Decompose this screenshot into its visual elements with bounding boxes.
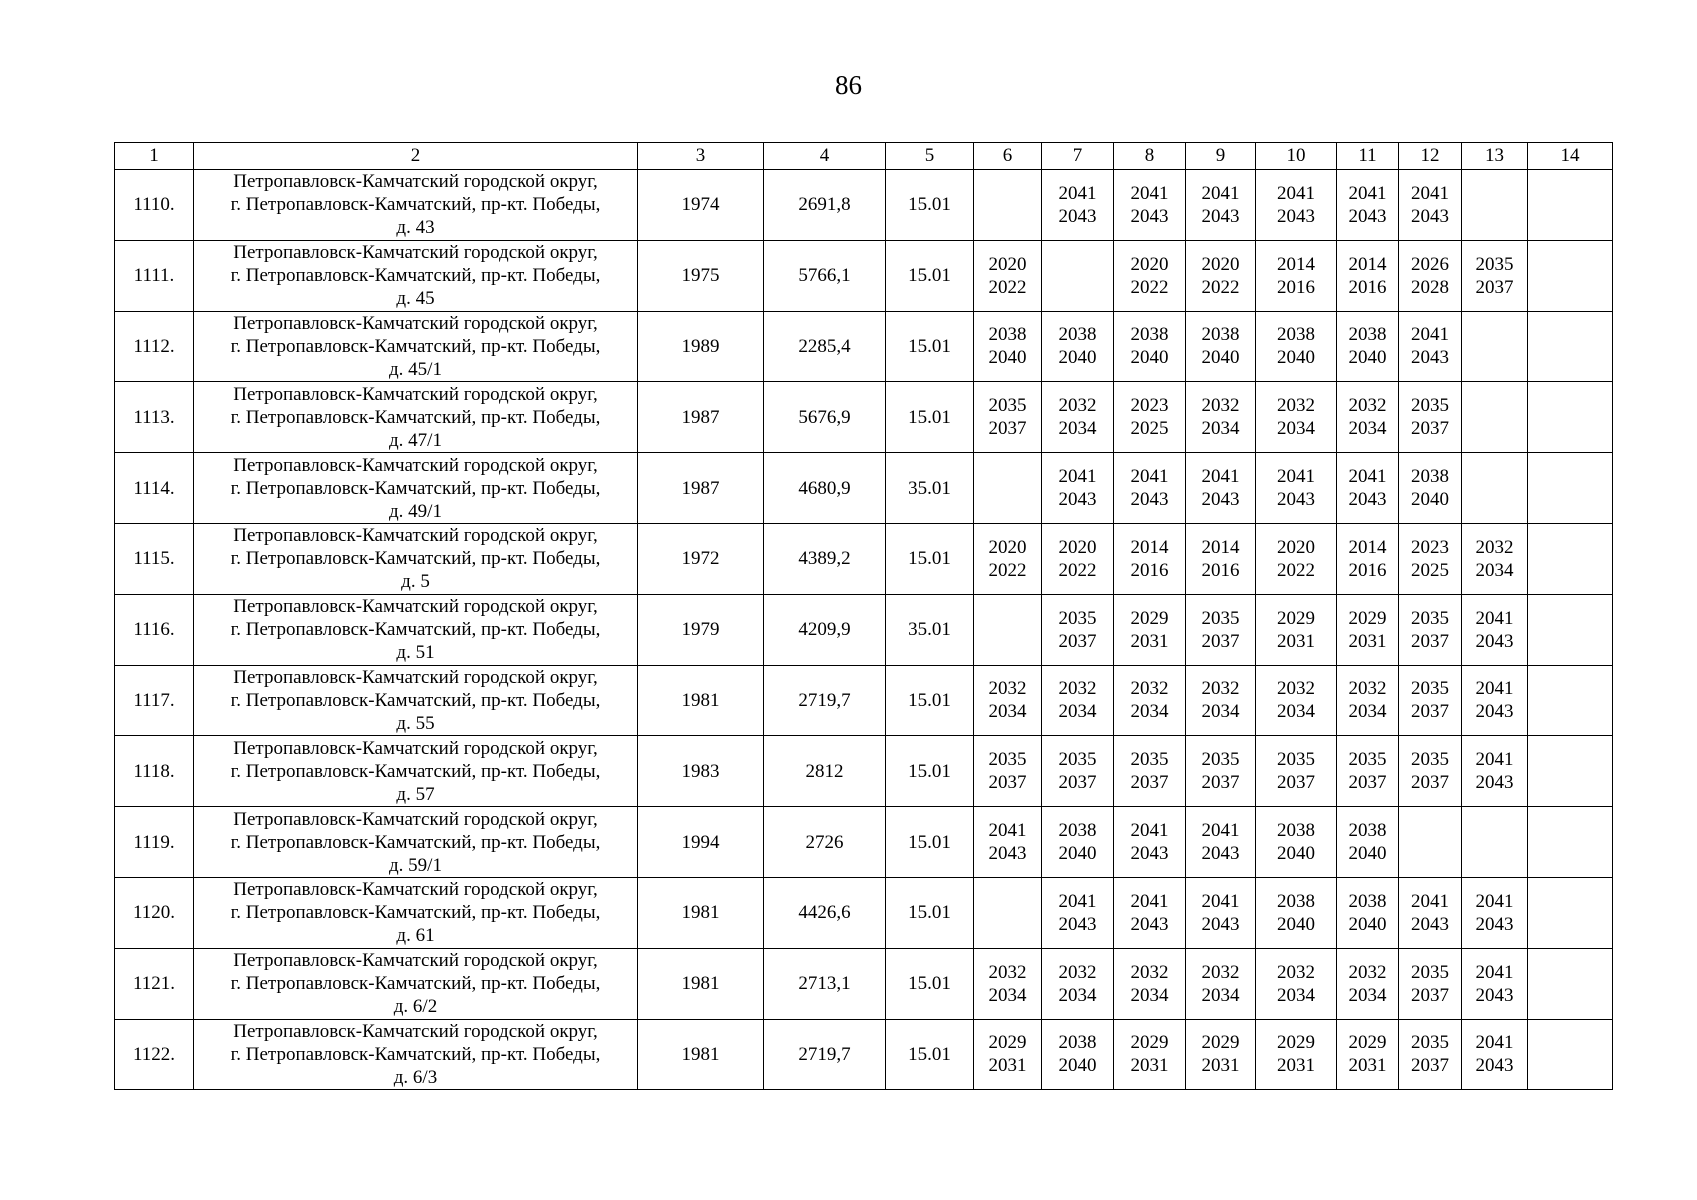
code-cell: 15.01 bbox=[886, 807, 974, 878]
construction-year-cell: 1987 bbox=[638, 453, 764, 524]
table-row bbox=[115, 170, 1613, 241]
address-line: Петропавловск-Камчатский городской округ, bbox=[233, 666, 598, 688]
work-period-cell: 2041 2043 bbox=[1114, 807, 1186, 878]
code-cell: 35.01 bbox=[886, 453, 974, 524]
address-line: г. Петропавловск-Камчатский, пр-кт. Победы, bbox=[230, 548, 601, 570]
work-period-cell: 2041 2043 bbox=[1399, 877, 1462, 948]
work-period-cell bbox=[1528, 311, 1613, 382]
work-period-cell: 2035 2037 bbox=[974, 382, 1042, 453]
address-line: г. Петропавловск-Камчатский, пр-кт. Победы, bbox=[230, 1043, 601, 1065]
work-period-cell: 2032 2034 bbox=[1114, 948, 1186, 1019]
area-cell: 2719,7 bbox=[764, 1019, 886, 1090]
construction-year-cell: 1981 bbox=[638, 665, 764, 736]
work-period-cell bbox=[1528, 240, 1613, 311]
column-number-row bbox=[115, 143, 1613, 170]
work-period-cell: 2029 2031 bbox=[1256, 1019, 1337, 1090]
row-number-cell: 1112. bbox=[115, 311, 194, 382]
work-period-cell: 2041 2043 bbox=[1186, 170, 1256, 241]
construction-year-cell: 1989 bbox=[638, 311, 764, 382]
work-period-cell: 2029 2031 bbox=[1186, 1019, 1256, 1090]
work-period-cell: 2035 2037 bbox=[1399, 594, 1462, 665]
work-period-cell: 2020 2022 bbox=[974, 523, 1042, 594]
work-period-cell: 2029 2031 bbox=[1337, 594, 1399, 665]
row-number-cell: 1118. bbox=[115, 736, 194, 807]
table-row bbox=[115, 594, 1613, 665]
area-cell: 5766,1 bbox=[764, 240, 886, 311]
work-period-cell: 2038 2040 bbox=[974, 311, 1042, 382]
row-number-cell: 1115. bbox=[115, 523, 194, 594]
area-cell: 4426,6 bbox=[764, 877, 886, 948]
column-number-header: 12 bbox=[1399, 143, 1462, 170]
work-period-cell bbox=[1462, 453, 1528, 524]
work-period-cell bbox=[1462, 382, 1528, 453]
work-period-cell: 2020 2022 bbox=[974, 240, 1042, 311]
area-cell: 4389,2 bbox=[764, 523, 886, 594]
address-line: д. 55 bbox=[396, 712, 435, 734]
work-period-cell: 2032 2034 bbox=[974, 948, 1042, 1019]
address-cell bbox=[194, 382, 638, 453]
row-number-cell: 1110. bbox=[115, 170, 194, 241]
address-line: Петропавловск-Камчатский городской округ, bbox=[233, 242, 598, 264]
address-line: д. 45/1 bbox=[389, 358, 442, 380]
address-line: д. 57 bbox=[396, 783, 435, 805]
column-number-header: 7 bbox=[1042, 143, 1114, 170]
work-period-cell: 2020 2022 bbox=[1256, 523, 1337, 594]
work-period-cell: 2032 2034 bbox=[1186, 948, 1256, 1019]
address-cell bbox=[194, 311, 638, 382]
address-line: г. Петропавловск-Камчатский, пр-кт. Победы, bbox=[230, 477, 601, 499]
column-number-header: 5 bbox=[886, 143, 974, 170]
table-body bbox=[115, 143, 1613, 1090]
table-row bbox=[115, 948, 1613, 1019]
address-line: Петропавловск-Камчатский городской округ, bbox=[233, 383, 598, 405]
code-cell: 15.01 bbox=[886, 1019, 974, 1090]
code-cell: 15.01 bbox=[886, 736, 974, 807]
address-line: д. 49/1 bbox=[389, 500, 442, 522]
work-period-cell: 2032 2034 bbox=[1337, 665, 1399, 736]
work-period-cell: 2041 2043 bbox=[1114, 170, 1186, 241]
column-number-header: 14 bbox=[1528, 143, 1613, 170]
column-number-header: 6 bbox=[974, 143, 1042, 170]
work-period-cell: 2038 2040 bbox=[1337, 877, 1399, 948]
work-period-cell bbox=[1528, 523, 1613, 594]
address-line: г. Петропавловск-Камчатский, пр-кт. Победы, bbox=[230, 619, 601, 641]
address-cell bbox=[194, 1019, 638, 1090]
work-period-cell: 2032 2034 bbox=[1256, 382, 1337, 453]
work-period-cell: 2035 2037 bbox=[1399, 665, 1462, 736]
work-period-cell: 2014 2016 bbox=[1337, 240, 1399, 311]
work-period-cell bbox=[1528, 1019, 1613, 1090]
area-cell: 2726 bbox=[764, 807, 886, 878]
work-period-cell: 2035 2037 bbox=[1399, 736, 1462, 807]
address-line: д. 59/1 bbox=[389, 854, 442, 876]
address-line: д. 47/1 bbox=[389, 429, 442, 451]
work-period-cell: 2035 2037 bbox=[974, 736, 1042, 807]
work-period-cell: 2029 2031 bbox=[1114, 1019, 1186, 1090]
code-cell: 15.01 bbox=[886, 665, 974, 736]
work-period-cell bbox=[1528, 807, 1613, 878]
code-cell: 15.01 bbox=[886, 311, 974, 382]
construction-year-cell: 1979 bbox=[638, 594, 764, 665]
area-cell: 2719,7 bbox=[764, 665, 886, 736]
work-period-cell: 2032 2034 bbox=[1256, 948, 1337, 1019]
row-number-cell: 1117. bbox=[115, 665, 194, 736]
work-period-cell bbox=[974, 877, 1042, 948]
address-line: Петропавловск-Камчатский городской округ, bbox=[233, 1020, 598, 1042]
work-period-cell: 2038 2040 bbox=[1256, 877, 1337, 948]
area-cell: 2691,8 bbox=[764, 170, 886, 241]
address-line: г. Петропавловск-Камчатский, пр-кт. Победы, bbox=[230, 689, 601, 711]
work-period-cell: 2041 2043 bbox=[1114, 877, 1186, 948]
construction-year-cell: 1987 bbox=[638, 382, 764, 453]
work-period-cell: 2038 2040 bbox=[1114, 311, 1186, 382]
row-number-cell: 1114. bbox=[115, 453, 194, 524]
address-cell bbox=[194, 877, 638, 948]
address-line: д. 45 bbox=[396, 288, 435, 310]
construction-year-cell: 1981 bbox=[638, 877, 764, 948]
address-line: г. Петропавловск-Камчатский, пр-кт. Победы, bbox=[230, 760, 601, 782]
work-period-cell: 2029 2031 bbox=[974, 1019, 1042, 1090]
work-period-cell: 2035 2037 bbox=[1114, 736, 1186, 807]
work-period-cell: 2041 2043 bbox=[1462, 1019, 1528, 1090]
building-registry-table bbox=[114, 142, 1613, 1090]
construction-year-cell: 1983 bbox=[638, 736, 764, 807]
work-period-cell: 2041 2043 bbox=[1462, 665, 1528, 736]
work-period-cell: 2038 2040 bbox=[1337, 807, 1399, 878]
work-period-cell: 2038 2040 bbox=[1256, 807, 1337, 878]
work-period-cell: 2041 2043 bbox=[1337, 453, 1399, 524]
work-period-cell: 2041 2043 bbox=[1399, 311, 1462, 382]
address-line: д. 6/2 bbox=[393, 996, 438, 1018]
address-cell bbox=[194, 807, 638, 878]
work-period-cell: 2038 2040 bbox=[1042, 807, 1114, 878]
work-period-cell: 2020 2022 bbox=[1114, 240, 1186, 311]
area-cell: 5676,9 bbox=[764, 382, 886, 453]
work-period-cell: 2035 2037 bbox=[1256, 736, 1337, 807]
address-line: д. 6/3 bbox=[393, 1066, 438, 1088]
work-period-cell: 2020 2022 bbox=[1042, 523, 1114, 594]
code-cell: 15.01 bbox=[886, 523, 974, 594]
table-row bbox=[115, 1019, 1613, 1090]
work-period-cell: 2041 2043 bbox=[1256, 170, 1337, 241]
address-line: Петропавловск-Камчатский городской округ, bbox=[233, 950, 598, 972]
address-cell bbox=[194, 170, 638, 241]
work-period-cell: 2041 2043 bbox=[1042, 453, 1114, 524]
row-number-cell: 1120. bbox=[115, 877, 194, 948]
construction-year-cell: 1974 bbox=[638, 170, 764, 241]
area-cell: 4209,9 bbox=[764, 594, 886, 665]
work-period-cell: 2032 2034 bbox=[1337, 948, 1399, 1019]
work-period-cell bbox=[974, 594, 1042, 665]
work-period-cell: 2032 2034 bbox=[1462, 523, 1528, 594]
construction-year-cell: 1975 bbox=[638, 240, 764, 311]
work-period-cell: 2041 2043 bbox=[1399, 170, 1462, 241]
work-period-cell: 2035 2037 bbox=[1042, 736, 1114, 807]
work-period-cell: 2032 2034 bbox=[1042, 382, 1114, 453]
work-period-cell: 2041 2043 bbox=[1042, 170, 1114, 241]
work-period-cell: 2041 2043 bbox=[1256, 453, 1337, 524]
work-period-cell bbox=[1528, 948, 1613, 1019]
code-cell: 15.01 bbox=[886, 170, 974, 241]
address-line: Петропавловск-Камчатский городской округ, bbox=[233, 525, 598, 547]
work-period-cell: 2041 2043 bbox=[1042, 877, 1114, 948]
work-period-cell: 2041 2043 bbox=[1186, 807, 1256, 878]
work-period-cell: 2023 2025 bbox=[1399, 523, 1462, 594]
address-line: Петропавловск-Камчатский городской округ, bbox=[233, 879, 598, 901]
address-line: Петропавловск-Камчатский городской округ, bbox=[233, 171, 598, 193]
work-period-cell: 2029 2031 bbox=[1256, 594, 1337, 665]
code-cell: 15.01 bbox=[886, 240, 974, 311]
address-line: д. 51 bbox=[396, 642, 435, 664]
work-period-cell bbox=[1042, 240, 1114, 311]
work-period-cell bbox=[1399, 807, 1462, 878]
work-period-cell bbox=[1462, 170, 1528, 241]
address-line: г. Петропавловск-Камчатский, пр-кт. Победы, bbox=[230, 831, 601, 853]
work-period-cell: 2038 2040 bbox=[1042, 311, 1114, 382]
work-period-cell bbox=[1528, 594, 1613, 665]
work-period-cell bbox=[974, 453, 1042, 524]
address-line: д. 43 bbox=[396, 217, 435, 239]
row-number-cell: 1111. bbox=[115, 240, 194, 311]
work-period-cell: 2035 2037 bbox=[1186, 736, 1256, 807]
work-period-cell: 2032 2034 bbox=[1042, 948, 1114, 1019]
work-period-cell bbox=[1528, 382, 1613, 453]
code-cell: 35.01 bbox=[886, 594, 974, 665]
work-period-cell: 2032 2034 bbox=[1042, 665, 1114, 736]
work-period-cell bbox=[1528, 453, 1613, 524]
work-period-cell: 2035 2037 bbox=[1337, 736, 1399, 807]
address-line: д. 61 bbox=[396, 925, 435, 947]
table-row bbox=[115, 453, 1613, 524]
work-period-cell: 2035 2037 bbox=[1399, 382, 1462, 453]
column-number-header: 11 bbox=[1337, 143, 1399, 170]
row-number-cell: 1121. bbox=[115, 948, 194, 1019]
work-period-cell: 2038 2040 bbox=[1186, 311, 1256, 382]
area-cell: 2285,4 bbox=[764, 311, 886, 382]
work-period-cell: 2041 2043 bbox=[1337, 170, 1399, 241]
work-period-cell: 2041 2043 bbox=[1462, 877, 1528, 948]
table-row bbox=[115, 665, 1613, 736]
work-period-cell: 2023 2025 bbox=[1114, 382, 1186, 453]
address-cell bbox=[194, 948, 638, 1019]
address-line: г. Петропавловск-Камчатский, пр-кт. Победы, bbox=[230, 973, 601, 995]
column-number-header: 3 bbox=[638, 143, 764, 170]
column-number-header: 8 bbox=[1114, 143, 1186, 170]
work-period-cell: 2032 2034 bbox=[1114, 665, 1186, 736]
address-cell bbox=[194, 665, 638, 736]
address-line: д. 5 bbox=[401, 571, 430, 593]
table-row bbox=[115, 877, 1613, 948]
address-line: Петропавловск-Камчатский городской округ, bbox=[233, 737, 598, 759]
address-line: Петропавловск-Камчатский городской округ, bbox=[233, 312, 598, 334]
column-number-header: 4 bbox=[764, 143, 886, 170]
area-cell: 2812 bbox=[764, 736, 886, 807]
work-period-cell: 2041 2043 bbox=[1114, 453, 1186, 524]
work-period-cell: 2035 2037 bbox=[1042, 594, 1114, 665]
code-cell: 15.01 bbox=[886, 948, 974, 1019]
column-number-header: 2 bbox=[194, 143, 638, 170]
work-period-cell bbox=[1528, 170, 1613, 241]
code-cell: 15.01 bbox=[886, 382, 974, 453]
page-number: 86 bbox=[835, 70, 862, 100]
work-period-cell: 2035 2037 bbox=[1186, 594, 1256, 665]
work-period-cell: 2035 2037 bbox=[1399, 948, 1462, 1019]
construction-year-cell: 1981 bbox=[638, 1019, 764, 1090]
work-period-cell: 2041 2043 bbox=[1462, 594, 1528, 665]
work-period-cell: 2041 2043 bbox=[974, 807, 1042, 878]
address-line: г. Петропавловск-Камчатский, пр-кт. Победы, bbox=[230, 406, 601, 428]
row-number-cell: 1113. bbox=[115, 382, 194, 453]
work-period-cell: 2032 2034 bbox=[974, 665, 1042, 736]
work-period-cell: 2041 2043 bbox=[1186, 877, 1256, 948]
address-line: Петропавловск-Камчатский городской округ, bbox=[233, 596, 598, 618]
table-row bbox=[115, 311, 1613, 382]
work-period-cell: 2026 2028 bbox=[1399, 240, 1462, 311]
work-period-cell: 2032 2034 bbox=[1256, 665, 1337, 736]
work-period-cell: 2014 2016 bbox=[1186, 523, 1256, 594]
column-number-header: 10 bbox=[1256, 143, 1337, 170]
work-period-cell: 2032 2034 bbox=[1337, 382, 1399, 453]
address-line: Петропавловск-Камчатский городской округ, bbox=[233, 454, 598, 476]
work-period-cell: 2020 2022 bbox=[1186, 240, 1256, 311]
work-period-cell: 2032 2034 bbox=[1186, 665, 1256, 736]
work-period-cell: 2038 2040 bbox=[1337, 311, 1399, 382]
work-period-cell: 2041 2043 bbox=[1462, 948, 1528, 1019]
address-cell bbox=[194, 523, 638, 594]
code-cell: 15.01 bbox=[886, 877, 974, 948]
address-line: г. Петропавловск-Камчатский, пр-кт. Победы, bbox=[230, 335, 601, 357]
work-period-cell: 2014 2016 bbox=[1337, 523, 1399, 594]
area-cell: 4680,9 bbox=[764, 453, 886, 524]
address-line: г. Петропавловск-Камчатский, пр-кт. Победы, bbox=[230, 902, 601, 924]
table-row bbox=[115, 736, 1613, 807]
work-period-cell bbox=[1528, 736, 1613, 807]
address-cell bbox=[194, 240, 638, 311]
work-period-cell: 2014 2016 bbox=[1114, 523, 1186, 594]
address-cell bbox=[194, 594, 638, 665]
work-period-cell bbox=[1528, 665, 1613, 736]
construction-year-cell: 1981 bbox=[638, 948, 764, 1019]
column-number-header: 1 bbox=[115, 143, 194, 170]
work-period-cell bbox=[1528, 877, 1613, 948]
address-cell bbox=[194, 736, 638, 807]
work-period-cell: 2041 2043 bbox=[1186, 453, 1256, 524]
table-row bbox=[115, 523, 1613, 594]
work-period-cell: 2014 2016 bbox=[1256, 240, 1337, 311]
area-cell: 2713,1 bbox=[764, 948, 886, 1019]
address-line: г. Петропавловск-Камчатский, пр-кт. Победы, bbox=[230, 194, 601, 216]
work-period-cell: 2038 2040 bbox=[1256, 311, 1337, 382]
row-number-cell: 1116. bbox=[115, 594, 194, 665]
address-line: Петропавловск-Камчатский городской округ, bbox=[233, 808, 598, 830]
construction-year-cell: 1994 bbox=[638, 807, 764, 878]
column-number-header: 13 bbox=[1462, 143, 1528, 170]
row-number-cell: 1122. bbox=[115, 1019, 194, 1090]
address-line: г. Петропавловск-Камчатский, пр-кт. Победы, bbox=[230, 265, 601, 287]
construction-year-cell: 1972 bbox=[638, 523, 764, 594]
column-number-header: 9 bbox=[1186, 143, 1256, 170]
work-period-cell bbox=[974, 170, 1042, 241]
work-period-cell bbox=[1462, 807, 1528, 878]
table-row bbox=[115, 807, 1613, 878]
work-period-cell: 2035 2037 bbox=[1399, 1019, 1462, 1090]
work-period-cell: 2032 2034 bbox=[1186, 382, 1256, 453]
work-period-cell: 2029 2031 bbox=[1337, 1019, 1399, 1090]
work-period-cell: 2038 2040 bbox=[1399, 453, 1462, 524]
row-number-cell: 1119. bbox=[115, 807, 194, 878]
table-row bbox=[115, 240, 1613, 311]
work-period-cell: 2038 2040 bbox=[1042, 1019, 1114, 1090]
work-period-cell: 2035 2037 bbox=[1462, 240, 1528, 311]
work-period-cell: 2029 2031 bbox=[1114, 594, 1186, 665]
work-period-cell bbox=[1462, 311, 1528, 382]
table-row bbox=[115, 382, 1613, 453]
address-cell bbox=[194, 453, 638, 524]
work-period-cell: 2041 2043 bbox=[1462, 736, 1528, 807]
